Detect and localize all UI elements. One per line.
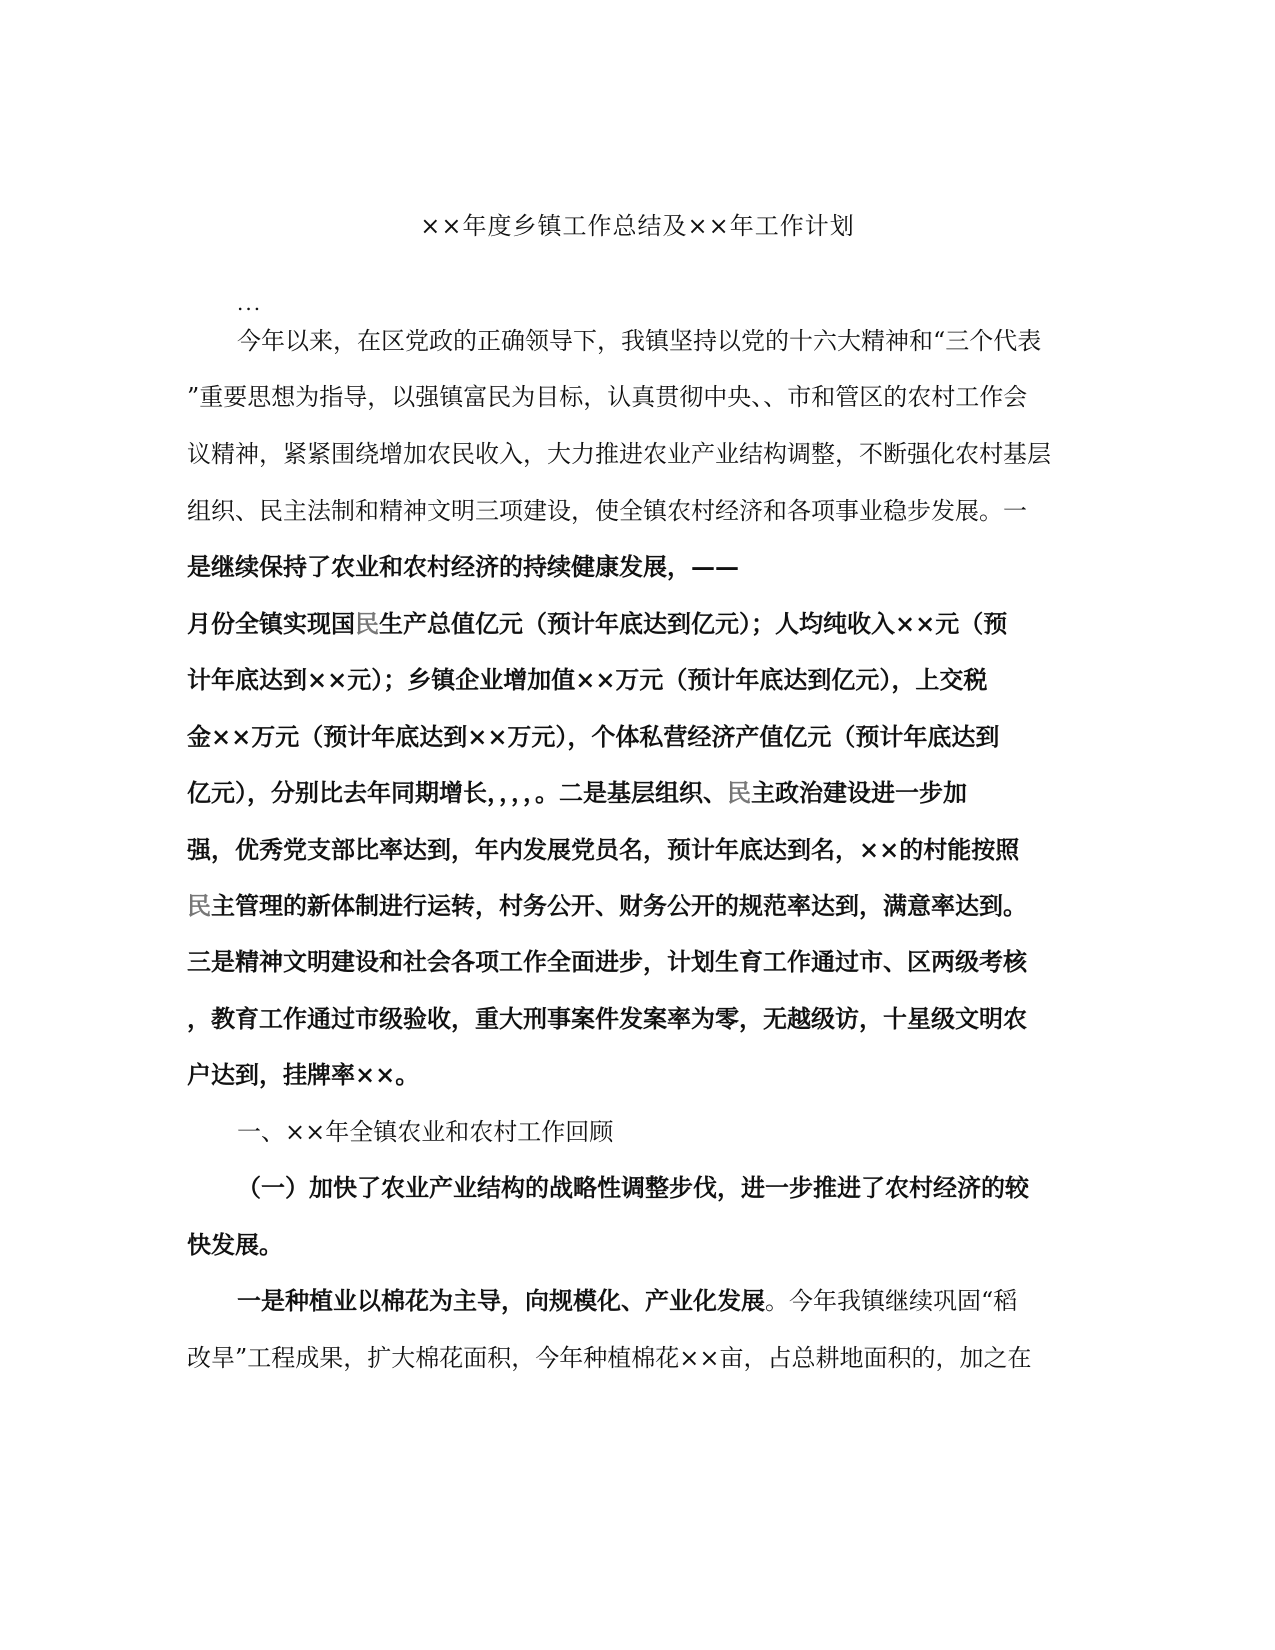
paragraph-line: 金××万元（预计年底达到××万元），个体私营经济产值亿元（预计年底达到 — [187, 722, 1000, 751]
paragraph-line: 改旱”工程成果，扩大棉花面积，今年种植棉花××亩，占总耕地面积的，加之在 — [187, 1344, 1032, 1372]
paragraph-line: 三是精神文明建设和社会各项工作全面进步，计划生育工作通过市、区两级考核 — [187, 947, 1027, 976]
text-run: 主管理的新体制进行运转，村务公开、财务公开的规范率达到，满意率达到。 — [211, 891, 1027, 920]
paragraph-line: 今年以来，在区党政的正确领导下，我镇坚持以党的十六大精神和“三个代表 — [237, 327, 1042, 355]
paragraph-line — [237, 1283, 1017, 1319]
paragraph-line: ”重要思想为指导，以强镇富民为目标，认真贯彻中央、、市和管区的农村工作会 — [187, 383, 1028, 411]
text-run: 亿元），分别比去年同期增长，，，，。二是基层组织、 — [187, 778, 727, 807]
text-run: 民 — [355, 609, 379, 638]
paragraph-line — [187, 606, 1007, 642]
paragraph-line: 组织、民主法制和精神文明三项建设，使全镇农村经济和各项事业稳步发展。一 — [187, 497, 1027, 525]
section-heading: 一、××年全镇农业和农村工作回顾 — [237, 1118, 614, 1146]
paragraph-line: 议精神，紧紧围绕增加农民收入，大力推进农业产业结构调整，不断强化农村基层 — [187, 440, 1051, 468]
paragraph-line — [187, 775, 967, 811]
text-run: 生产总值亿元（预计年底达到亿元）；人均纯收入××元（预 — [379, 609, 1008, 638]
subsection-heading-line: （一）加快了农业产业结构的战略性调整步伐，进一步推进了农村经济的较 — [237, 1173, 1029, 1202]
text-run: 民 — [727, 778, 751, 807]
text-run: 民 — [187, 891, 211, 920]
paragraph-line: 强，优秀党支部比率达到，年内发展党员名，预计年底达到名，××的村能按照 — [187, 835, 1020, 864]
text-run: 月份全镇实现国 — [187, 609, 355, 638]
paragraph-line: ，教育工作通过市级验收，重大刑事案件发案率为零，无越级访，十星级文明农 — [187, 1004, 1027, 1033]
paragraph-line: 计年底达到××元）；乡镇企业增加值××万元（预计年底达到亿元），上交税 — [187, 665, 988, 694]
paragraph-line — [187, 888, 1027, 924]
text-run: 主政治建设进一步加 — [751, 778, 967, 807]
ellipsis-marker: ... — [237, 291, 263, 315]
text-run: 一是种植业以棉花为主导，向规模化、产业化发展 — [237, 1286, 765, 1315]
paragraph-line: 户达到，挂牌率××。 — [187, 1060, 420, 1089]
subsection-heading-line: 快发展。 — [187, 1230, 283, 1259]
document-title: ××年度乡镇工作总结及××年工作计划 — [420, 212, 855, 240]
paragraph-line: 是继续保持了农业和农村经济的持续健康发展，—— — [187, 552, 739, 581]
text-run: 。今年我镇继续巩固“稻 — [765, 1287, 1018, 1315]
